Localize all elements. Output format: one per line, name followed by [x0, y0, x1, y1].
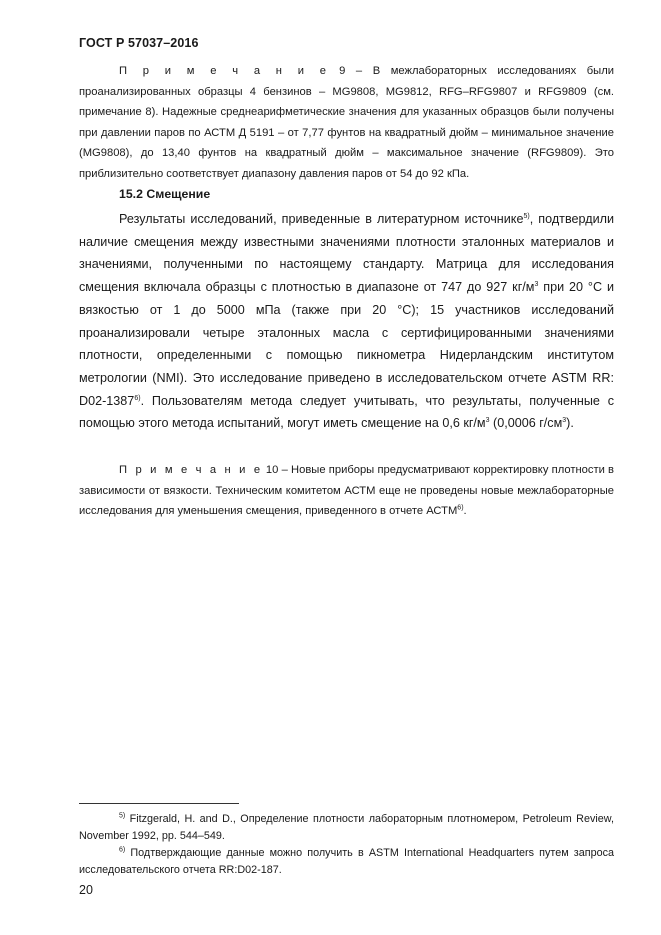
footnote-ref: 6) — [134, 394, 141, 402]
paragraph-text: при 20 °С и вязкостью от 1 до 5000 мПа (также при 20 °С); 15 участников исследований проанализировали четыре эталонных масла с сертифицированными значениями плотности, определенными с помощью пикнометра Нидерландским институтом метрологии (NMI). Это исследование приведено в исследовательском отчете ASTM RR: D02-1387 — [79, 280, 615, 408]
section-heading-block — [79, 187, 614, 201]
page-number: 20 — [79, 883, 93, 897]
document-code-header: ГОСТ Р 57037–2016 — [79, 36, 199, 50]
footnote-ref: 6) — [457, 504, 464, 512]
footnote-divider — [79, 803, 239, 804]
paragraph-text: . Пользователям метода следует учитывать, что результаты, полученные с помощью этого метода испытаний, могут иметь смещение на 0,6 кг/м — [79, 393, 614, 431]
footnote-ref: 5) — [523, 212, 530, 220]
note-label: П р и м е ч а н и е — [119, 65, 329, 77]
note-text: 10 – Новые приборы предусматривают корректировку плотности в зависимости от вязкости. Техническим комитетом АСТМ еще не проведены новые межлабораторные исследования для уменьшения смещения, приведенного в отчете АСТМ — [79, 464, 615, 518]
paragraph-text: ). — [566, 416, 574, 431]
footnote-mark: 6) — [119, 846, 126, 854]
section-heading: 15.2 Смещение — [119, 187, 211, 201]
note-text-end: . — [463, 505, 467, 518]
footnote-text: Fitzgerald, H. and D., Определение плотности лабораторным плотномером, Petroleum Review, November 1992, pp. 544–549. — [79, 813, 614, 842]
paragraph-text: Результаты исследований, приведенные в литературном источнике — [119, 212, 524, 226]
paragraph-text: , подтвердили наличие смещения между известными значениями плотности эталонных материалов и значениями, полученными по настоящему стандарту. Матрица для исследования смещения включала образцы с плотностью в диапазоне от 747 до 927 кг/м — [79, 212, 614, 295]
paragraph-text: (0,0006 г/см — [489, 416, 563, 431]
note-label: П р и м е ч а н и е — [119, 464, 263, 476]
superscript: 3 — [562, 417, 567, 425]
note-10 — [79, 460, 614, 522]
note-9 — [79, 61, 614, 185]
footnote-text: Подтверждающие данные можно получить в ASTM International Headquarters путем запроса исследовательского отчета RR:D02-187. — [79, 847, 614, 876]
note-text: 9 – В межлабораторных исследованиях были проанализированных образцы 4 бензинов – MG9808, MG9812, RFG–RFG9807 и RFG9809 (см. примечание 8). Надежные среднеарифметические значения для указанных образцов были получены при давлении паров по АСТМ Д 5191 – от 7,77 фунтов на квадратный дюйм – минимальное значение (MG9808), до 13,40 фунтов на квадратный дюйм – максимальное значение (RFG9809). Это приблизительно соответствует диапазону давления паров от 54 до 92 кПа. — [79, 65, 614, 180]
body-paragraph — [79, 208, 614, 435]
footnote-6 — [79, 845, 614, 879]
superscript: 3 — [534, 280, 539, 288]
footnote-5 — [79, 811, 614, 845]
superscript: 3 — [485, 417, 490, 425]
footnote-mark: 5) — [119, 812, 126, 820]
footnotes — [79, 811, 614, 879]
